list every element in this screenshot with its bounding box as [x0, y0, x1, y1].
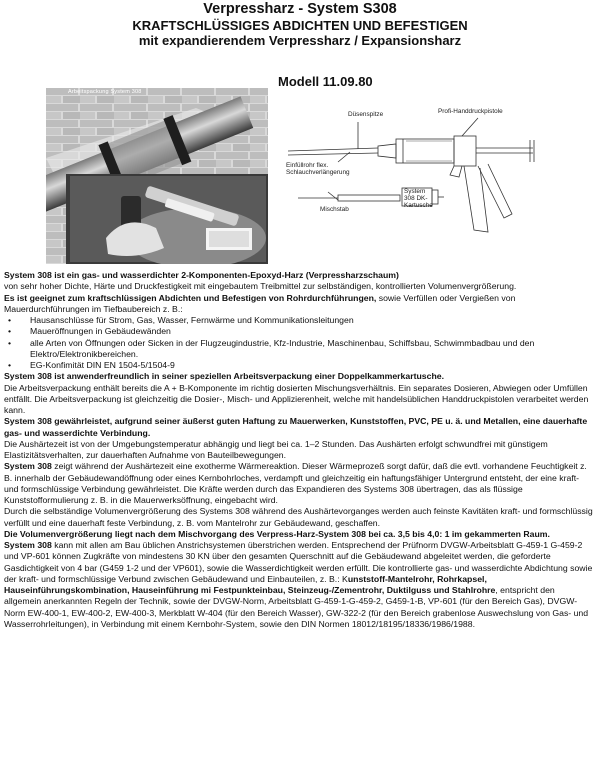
tool-diagram: [278, 100, 538, 260]
document-header: [0, 2, 600, 49]
dispenser-gun-drawing: [278, 100, 538, 260]
model-number: Modell 11.09.80: [278, 74, 373, 89]
paragraph-4-bold: System 308 gewährleistet, aufgrund seiner äußerst guten Haftung zu Mauerwerken, Kunststoffen, PVC, PE u. ä. und Metallen, eine dauerhafte gas- und wasserdichte Verbindung.: [4, 416, 588, 438]
paragraph-1-text: von sehr hoher Dichte, Härte und Druckfestigkeit mit eingebautem Treibmittel zur selbständigen, kontrollierten Volumenvergrößerung.: [4, 281, 517, 292]
photo-illustration: [46, 88, 268, 264]
product-photo: [46, 88, 268, 264]
paragraph-2: [4, 293, 594, 316]
paragraph-1-bold: System 308 ist ein gas- und wasserdichter 2-Komponenten-Epoxyd-Harz (Verpressharzschaum): [4, 270, 399, 280]
photo-caption: Arbeitspackung System 308: [68, 89, 142, 95]
label-duesenspitze: Düsenspitze: [348, 111, 384, 118]
label-mischstab: Mischstab: [320, 206, 349, 213]
paragraph-2-text: sowie Verfüllen oder Vergießen von Mauerdurchführungen im Tiefbaubereich z. B.:: [4, 292, 516, 314]
paragraph-3: [4, 371, 594, 416]
paragraph-8-bold-1: System 308: [4, 540, 52, 550]
paragraph-5-bold: System 308: [4, 461, 52, 472]
document-subtitle-1: KRAFTSCHLÜSSIGES ABDICHTEN UND BEFESTIGEN: [132, 17, 468, 33]
list-item: • EG-Konfimität DIN EN 1504-5/1504-9: [4, 360, 594, 371]
paragraph-5-text: zeigt während der Aushärtezeit eine exotherme Wärmereaktion. Dieser Wärmeprozeß sorgt dafür, daß die evtl. vorhandene Feuchtigkeit z. B. innerhalb der Gebäudewandöffnung oder eines Kernbohrloches, verdampft und gleichzeitig ein haftungsfähiger Untergrund entsteht, der eine kraft- und formschlüssige Verbindung gewährleistet. Die Kräfte werden durch das Expandieren des Systems 308 übertragen, das als flüssige Kunststofformulierung z. B. in die Mauerwerksöffnung, eingebacht wird.: [4, 461, 587, 505]
paragraph-8-text-1: kann mit allen am Bau üblichen Anstrichsystemen überstrichen werden. Entsprechend der Prüfnorm DVGW-Arbeitsblatt G-459-1 G-459-2 und VP-601 können Zugkräfte von mindestens 30 KN über den gesamten Querschnitt auf die Gebäudewand abgeleitet werden, die geforderte Gasdichtigkeit von 4 bar (G459 1-2 und der VP601), sowie die Wasserdichtigkeit werden erfüllt. Die kontrollierte gas- und wasserdichte Abdichtung sowie der kraft- und formschlüssige Verbund zwischen Gebäudewand und Einbauteilen, z. B.: K: [4, 540, 593, 584]
list-item: • Maueröffnungen in Gebäudewänden: [4, 326, 594, 337]
paragraph-4: [4, 416, 594, 461]
paragraph-5: [4, 461, 594, 506]
paragraph-3-bold: System 308 ist anwenderfreundlich in seiner speziellen Arbeitsverpackung einer Doppelkammerkartusche.: [4, 371, 445, 382]
paragraph-6: Durch die selbständige Volumenvergrößerung des Systems 308 während des Aushärtevorganges werden auch feinste Kavitäten kraft- und formschlüssig verfüllt und eine dauerhaft feste Verbindung, z. B. vom Mantelrohr zur Gebäudewand, geschaffen.: [4, 506, 593, 528]
label-dk-kartusche: System 308 DK-Kartusche: [404, 188, 433, 209]
list-item: • Hausanschlüsse für Strom, Gas, Wasser, Fernwärme und Kommunikationsleitungen: [4, 315, 594, 326]
paragraph-8: [4, 540, 594, 630]
paragraph-1: [4, 270, 594, 293]
paragraph-7: Die Volumenvergrößerung liegt nach dem Mischvorgang des Verpress-Harz-System 308 bei ca. 3,5 bis 4,0: 1 im gekammerten Raum.: [4, 528, 550, 539]
paragraph-2-bold: Es ist geeignet zum kraftschlüssigen Abdichten und Befestigen von Rohrdurchführungen,: [4, 292, 377, 303]
document-subtitle-2: mit expandierendem Verpressharz / Expansionsharz: [138, 33, 462, 48]
paragraph-8-text-2: , entspricht den allgemein anerkannten Regeln der Technik, sowie der DVGW-Norm, Arbeitsblatt G-459-1-G-459-2, G459-1-B, VP-601 (für den Bereich Gas), DVGW-Norm EW-400-1, EW-400-2, EW-400-3, Merkblatt W-404 (für den Bereich Wasser), GW-322-2 (für den Bereich grabenlose Auswechslung von Gas- und Wasserrohrleitungen), in Verbindung mit einem Kernbohr-System, sowie den DIN Normen 18012/18195/18336/1986/1988.: [4, 585, 589, 629]
list-item: • alle Arten von Öffnungen oder Sicken in der Flugzeugindustrie, Kfz-Industrie, Maschinenbau, Schiffsbau, Schwimmbadbau und den Elektro/Elektronikbereichen.: [4, 338, 594, 361]
paragraph-8-bold-2: unststoff-Mantelrohr, Rohrkapsel, Hauseinführungskombination, Hauseinführung mi Festpunkteinbau, Steinzeug-/Zementrohr, Duktilguss und Stahlrohre: [4, 573, 496, 595]
application-list: [4, 315, 594, 371]
document-body: [4, 270, 594, 630]
paragraph-3-text: Die Arbeitsverpackung enthält bereits die A + B-Komponente im richtig dosierten Mischungsverhältnis. Ein separates Dosieren, Abwiegen oder Umfüllen entfällt. Die Arbeitsverpackung ist gleichzeitig die Dosier-, Misch- und Applizierenheit, welche mit handelsüblichen Handdruckpistolen verarbeitet werden kann.: [4, 382, 589, 415]
paragraph-4-text: Die Aushärtezeit ist von der Umgebungstemperatur abhängig und liegt bei ca. 1–2 Stunden. Das Aushärten erfolgt schwundfrei mit günstigem Elastizitätsverhalten, zur dauerhaften Aufnahme von Bauteilbewegungen.: [4, 438, 548, 460]
label-handdruckpistole: Profi-Handdruckpistole: [438, 108, 503, 115]
document-title: Verpressharz - System S308: [203, 1, 397, 17]
label-einfuellrohr: Einfüllrohr flex. Schlauchverlängerung: [286, 162, 350, 176]
